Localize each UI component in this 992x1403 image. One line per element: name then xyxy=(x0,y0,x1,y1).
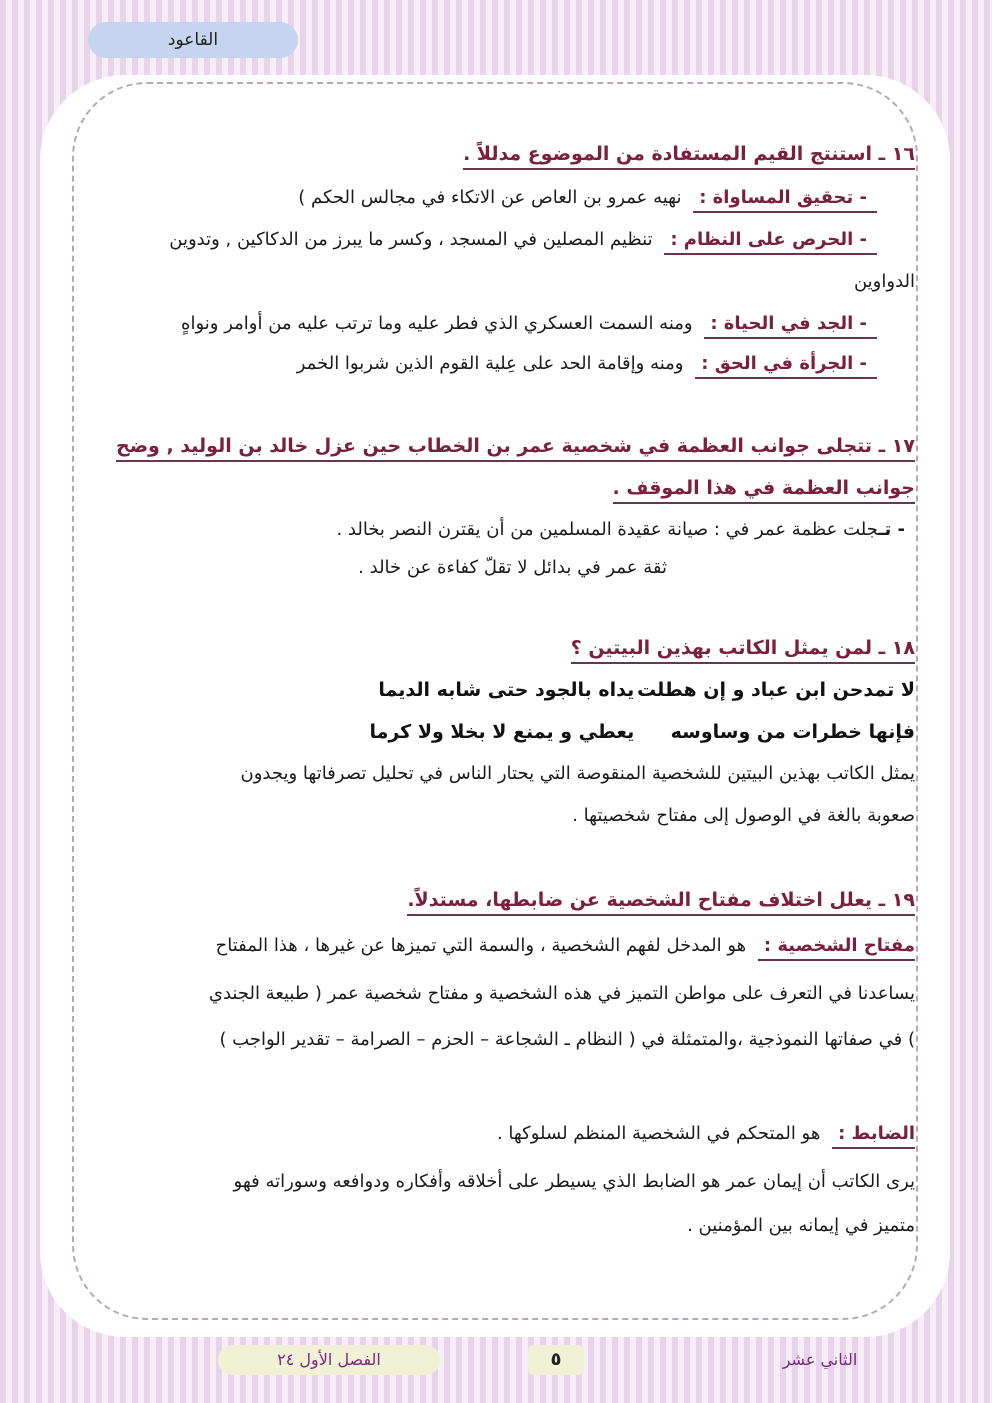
q18-title: ١٨ ـ لمن يمثل الكاتب بهذين البيتين ؟ xyxy=(571,637,915,664)
footer-page-number: ٥ xyxy=(528,1345,584,1375)
q17-answer-line-1: جلت عظمة عمر في : صيانة عقيدة المسلمين من أن يقترن النصر بخالد . xyxy=(336,519,879,540)
q19-key-line-3: ) في صفاتها النموذجية ،والمتمثلة في ( النظام ـ الشجاعة – الحزم – الصرامة – تقدير الواجب ) xyxy=(219,1029,915,1050)
q18-verse-2-second: يعطي و يمنع لا بخلا ولا كرما xyxy=(369,721,635,743)
q16-item-4-text: ومنه وإقامة الحد على عِلية القوم الذين شربوا الخمر xyxy=(296,353,684,374)
q16-item-2-text: تنظيم المصلين في المسجد ، وكسر ما يبرز من الدكاكين , وتدوين xyxy=(169,229,653,250)
footer-grade: الثاني عشر xyxy=(782,1350,858,1369)
q17-answer-1 xyxy=(80,519,905,540)
q16-item-1-text: نهيه عمرو بن العاص عن الاتكاء في مجالس الحكم ) xyxy=(298,187,682,208)
q18-verse-2 xyxy=(90,721,915,743)
q19-key-1 xyxy=(90,935,915,956)
q19-title-row xyxy=(90,889,915,911)
q19-final-line-1: يرى الكاتب أن إيمان عمر هو الضابط الذي يسيطر على أخلاقه وأفكاره ودوافعه وسوراته فهو xyxy=(233,1171,915,1192)
q17-answer-2 xyxy=(0,557,667,578)
q18-answer-2 xyxy=(90,805,915,826)
q18-answer-line-2: صعوبة بالغة في الوصول إلى مفتاح شخصيتها . xyxy=(572,805,915,826)
q16-item-4-label: - الجرأة في الحق : xyxy=(695,353,877,379)
header-tab: القاعود xyxy=(88,22,298,58)
q19-final-2 xyxy=(90,1215,915,1236)
q16-title-row xyxy=(90,143,915,165)
q19-controller-text: هو المتحكم في الشخصية المنظم لسلوكها . xyxy=(496,1123,821,1144)
q16-item-1-label: - تحقيق المساواة : xyxy=(693,187,877,213)
q17-title-line-1: ١٧ ـ تتجلى جوانب العظمة في شخصية عمر بن الخطاب حين عزل خالد بن الوليد , وضح xyxy=(116,435,915,462)
q18-answer-1 xyxy=(90,763,915,784)
q17-title-row-1 xyxy=(90,435,915,457)
q18-verse-1-first: لا تمدحن ابن عباد و إن هطلت xyxy=(637,679,915,701)
footer-chapter: الفصل الأول ٢٤ xyxy=(218,1345,440,1375)
q19-key-3 xyxy=(90,1029,915,1050)
q19-key-2 xyxy=(90,983,915,1004)
q17-title-line-2: جوانب العظمة في هذا الموقف . xyxy=(613,477,916,504)
q19-key-line-1: هو المدخل لفهم الشخصية ، والسمة التي تميزها عن غيرها ، هذا المفتاح xyxy=(215,935,747,956)
q17-answer-line-2: ثقة عمر في بدائل لا تقلّ كفاءة عن خالد . xyxy=(358,557,667,578)
q18-verse-1 xyxy=(90,679,915,701)
q16-item-1 xyxy=(52,187,877,208)
q16-item-2-label: - الحرص على النظام : xyxy=(664,229,877,255)
q18-verse-2-first: فإنها خطرات من وساوسه xyxy=(670,721,915,743)
q16-item-3-label: - الجد في الحياة : xyxy=(704,313,877,339)
q18-title-row xyxy=(90,637,915,659)
q18-verse-1-second: يداه بالجود حتى شابه الديما xyxy=(378,679,635,701)
q16-item-4 xyxy=(52,353,877,374)
q19-key-label: مفتاح الشخصية : xyxy=(758,935,915,961)
q19-final-line-2: متميز في إيمانه بين المؤمنين . xyxy=(687,1215,915,1236)
q19-controller-label: الضابط : xyxy=(832,1123,915,1149)
q16-title: ١٦ ـ استنتج القيم المستفادة من الموضوع مدللاً . xyxy=(463,143,915,170)
q17-title-row-2 xyxy=(90,477,915,499)
q16-item-3-text: ومنه السمت العسكري الذي فطر عليه وما ترتب عليه من أوامر ونواهٍ xyxy=(181,313,693,334)
q16-item-2-cont-text: الدواوين xyxy=(853,271,915,292)
q18-answer-line-1: يمثل الكاتب بهذين البيتين للشخصية المنقوصة التي يحتار الناس في تحليل تصرفاتها ويجدون xyxy=(240,763,915,784)
q16-item-2 xyxy=(52,229,877,250)
q16-item-2-cont xyxy=(90,271,915,292)
q16-item-3 xyxy=(52,313,877,334)
q19-final-1 xyxy=(90,1171,915,1192)
q19-controller xyxy=(90,1123,915,1144)
q19-title: ١٩ ـ يعلل اختلاف مفتاح الشخصية عن ضابطها، مستدلاً. xyxy=(407,889,915,916)
q19-key-line-2: يساعدنا في التعرف على مواطن التميز في هذه الشخصية و مفتاح شخصية عمر ( طبيعة الجندي xyxy=(208,983,915,1004)
q17-answer-lead: - تـ xyxy=(878,519,905,540)
